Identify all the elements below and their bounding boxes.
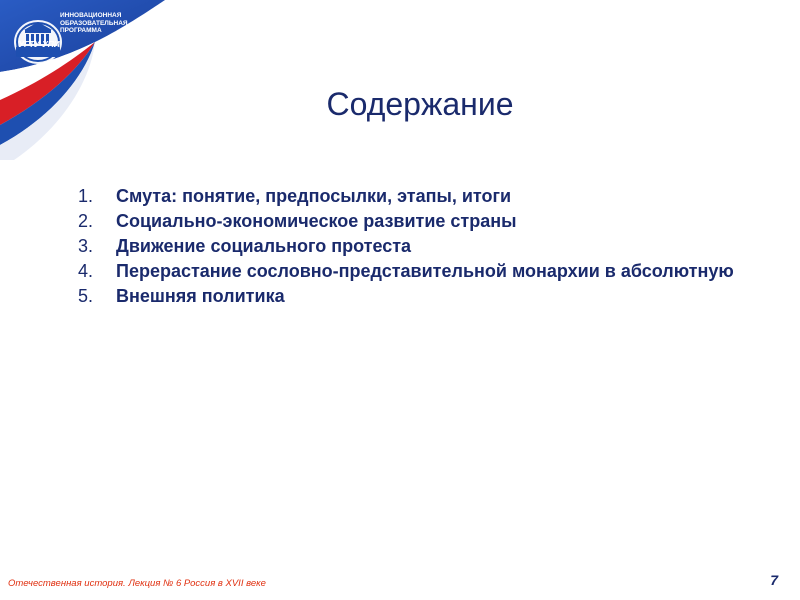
contents-list (78, 184, 758, 309)
item-number: 4. (78, 261, 94, 281)
contents-item (78, 259, 758, 284)
item-text: Перерастание сословно-представительной монархии в абсолютную (116, 261, 734, 281)
logo-label: УГТУ-УПИ (18, 39, 60, 49)
program-label-line: ОБРАЗОВАТЕЛЬНАЯ (60, 19, 128, 27)
item-number: 5. (78, 286, 94, 306)
item-number: 3. (78, 236, 94, 256)
slide-title: Содержание (326, 86, 514, 122)
contents-item (78, 234, 758, 259)
program-label (60, 12, 136, 35)
contents-item (78, 184, 758, 209)
item-text: Смута: понятие, предпосылки, этапы, итоги (116, 186, 512, 206)
page-number: 7 (770, 572, 778, 588)
contents-item (78, 209, 758, 234)
footer-caption: Отечественная история. Лекция № 6 Россия в XVII веке (8, 578, 266, 589)
program-label-line: ИННОВАЦИОННАЯ (60, 12, 122, 19)
item-text: Внешняя политика (116, 286, 285, 306)
item-number: 2. (78, 211, 94, 231)
item-text: Социально-экономическое развитие страны (116, 211, 517, 231)
item-text: Движение социального протеста (116, 236, 412, 256)
contents-item (78, 284, 758, 309)
item-number: 1. (78, 186, 94, 206)
program-label-line: ПРОГРАММА (60, 27, 102, 34)
